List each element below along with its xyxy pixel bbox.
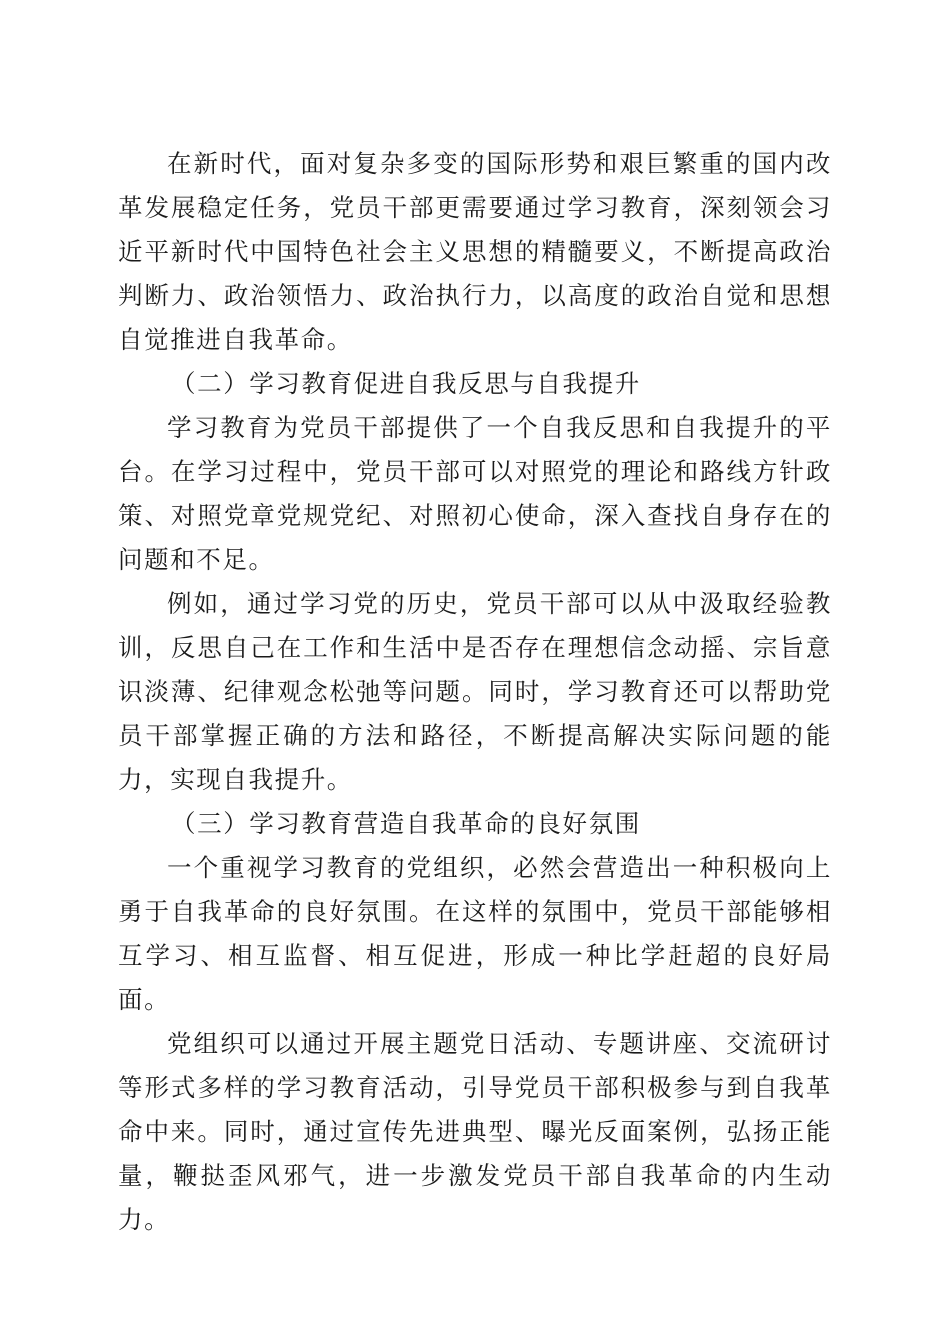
paragraph: 一个重视学习教育的党组织，必然会营造出一种积极向上勇于自我革命的良好氛围。在这样的氛围中，党员干部能够相互学习、相互监督、相互促进，形成一种比学赶超的良好局面。 [118,853,832,1014]
document-body [118,142,832,1242]
section-heading: （三）学习教育营造自我革命的良好氛围 [171,809,641,838]
paragraph: 例如，通过学习党的历史，党员干部可以从中汲取经验教训，反思自己在工作和生活中是否存在理想信念动摇、宗旨意识淡薄、纪律观念松弛等问题。同时，学习教育还可以帮助党员干部掌握正确的方法和路径，不断提高解决实际问题的能力，实现自我提升。 [118,589,832,794]
paragraph: 党组织可以通过开展主题党日活动、专题讲座、交流研讨等形式多样的学习教育活动，引导党员干部积极参与到自我革命中来。同时，通过宣传先进典型、曝光反面案例，弘扬正能量，鞭挞歪风邪气，进一步激发党员干部自我革命的内生动力。 [118,1029,832,1234]
section-heading: （二）学习教育促进自我反思与自我提升 [171,369,641,398]
paragraph: 在新时代，面对复杂多变的国际形势和艰巨繁重的国内改革发展稳定任务，党员干部更需要通过学习教育，深刻领会习近平新时代中国特色社会主义思想的精髓要义，不断提高政治判断力、政治领悟力、政治执行力，以高度的政治自觉和思想自觉推进自我革命。 [118,149,832,354]
paragraph: 学习教育为党员干部提供了一个自我反思和自我提升的平台。在学习过程中，党员干部可以对照党的理论和路线方针政策、对照党章党规党纪、对照初心使命，深入查找自身存在的问题和不足。 [118,413,832,574]
